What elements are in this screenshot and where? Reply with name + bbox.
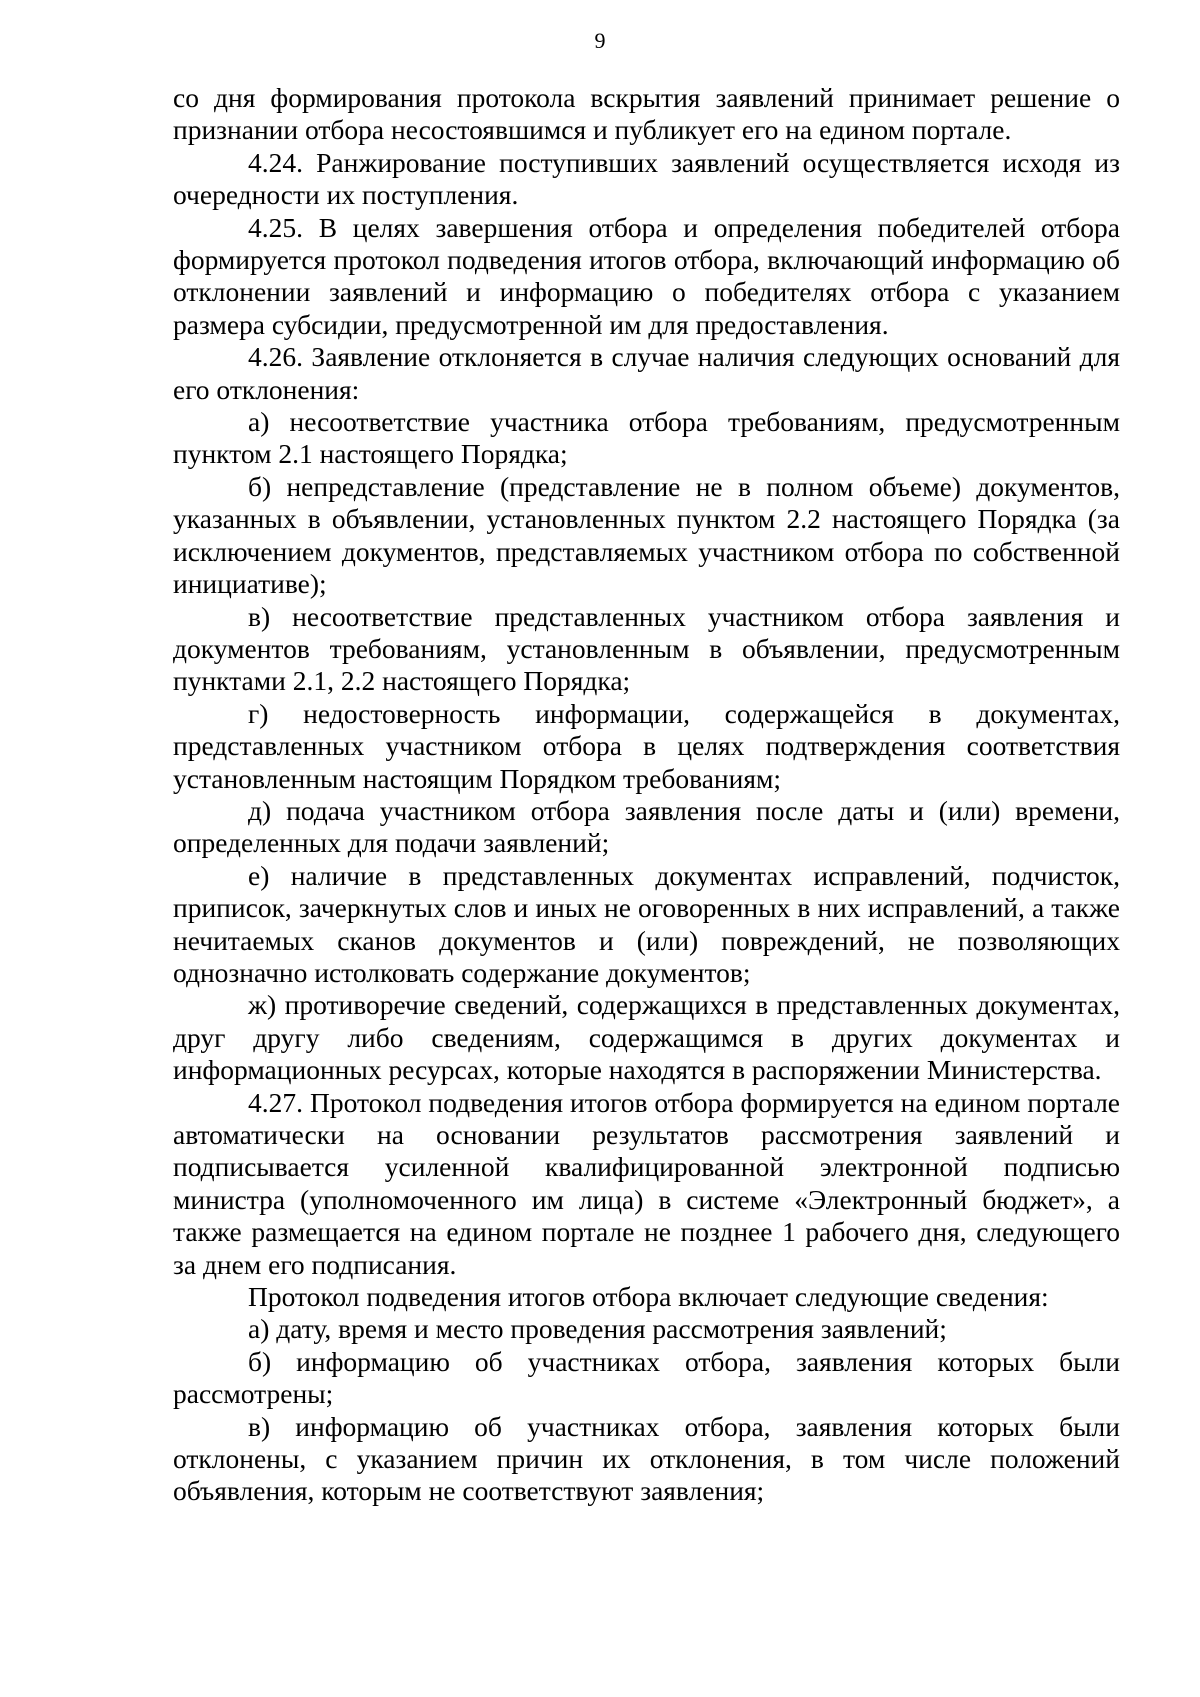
- list-item: б) непредставление (представление не в полном объеме) документов, указанных в объявлении, установленных пунктом 2.2 настоящего Порядка (за исключением документов, представляемых участником отбора по собственной инициативе);: [173, 470, 1120, 600]
- list-item: г) недостоверность информации, содержащейся в документах, представленных участником отбора в целях подтверждения соответствия установленным настоящим Порядком требованиям;: [173, 697, 1120, 794]
- list-item: а) дату, время и место проведения рассмотрения заявлений;: [248, 1313, 947, 1345]
- list-item: в) информацию об участниках отбора, заявления которых были отклонены, с указанием причин их отклонения, в том числе положений объявления, которым не соответствуют заявления;: [173, 1410, 1120, 1507]
- paragraph: со дня формирования протокола вскрытия заявлений принимает решение о признании отбора несостоявшимся и публикует его на едином портале.: [173, 82, 1120, 146]
- paragraph: Протокол подведения итогов отбора включает следующие сведения:: [248, 1281, 1049, 1313]
- list-item: ж) противоречие сведений, содержащихся в представленных документах, друг другу либо сведениям, содержащимся в других документах и информационных ресурсах, которые находятся в распоряжении Министерства.: [173, 989, 1120, 1086]
- list-item: а) несоответствие участника отбора требованиям, предусмотренным пунктом 2.1 настоящего Порядка;: [173, 406, 1120, 470]
- list-item: б) информацию об участниках отбора, заявления которых были рассмотрены;: [173, 1345, 1120, 1410]
- page-number: 9: [594, 28, 606, 53]
- list-item: в) несоответствие представленных участником отбора заявления и документов требованиям, установленным в объявлении, предусмотренным пунктами 2.1, 2.2 настоящего Порядка;: [173, 600, 1120, 697]
- paragraph: 4.27. Протокол подведения итогов отбора формируется на едином портале автоматически на основании результатов рассмотрения заявлений и подписывается усиленной квалифицированной электронной подписью министра (уполномоченного им лица) в системе «Электронный бюджет», а также размещается на едином портале не позднее 1 рабочего дня, следующего за днем его подписания.: [173, 1086, 1120, 1280]
- list-item: е) наличие в представленных документах исправлений, подчисток, приписок, зачеркнутых слов и иных не оговоренных в них исправлений, а также нечитаемых сканов документов и (или) повреждений, не позволяющих однозначно истолковать содержание документов;: [173, 859, 1120, 988]
- paragraph: 4.26. Заявление отклоняется в случае наличия следующих оснований для его отклонения:: [173, 341, 1120, 405]
- paragraph: 4.24. Ранжирование поступивших заявлений осуществляется исходя из очередности их поступления.: [173, 146, 1120, 211]
- paragraph: 4.25. В целях завершения отбора и определения победителей отбора формируется протокол подведения итогов отбора, включающий информацию об отклонении заявлений и информацию о победителях отбора с указанием размера субсидии, предусмотренной им для предоставления.: [173, 211, 1120, 340]
- list-item: д) подача участником отбора заявления после даты и (или) времени, определенных для подачи заявлений;: [173, 794, 1120, 859]
- document-body: [173, 82, 1120, 1508]
